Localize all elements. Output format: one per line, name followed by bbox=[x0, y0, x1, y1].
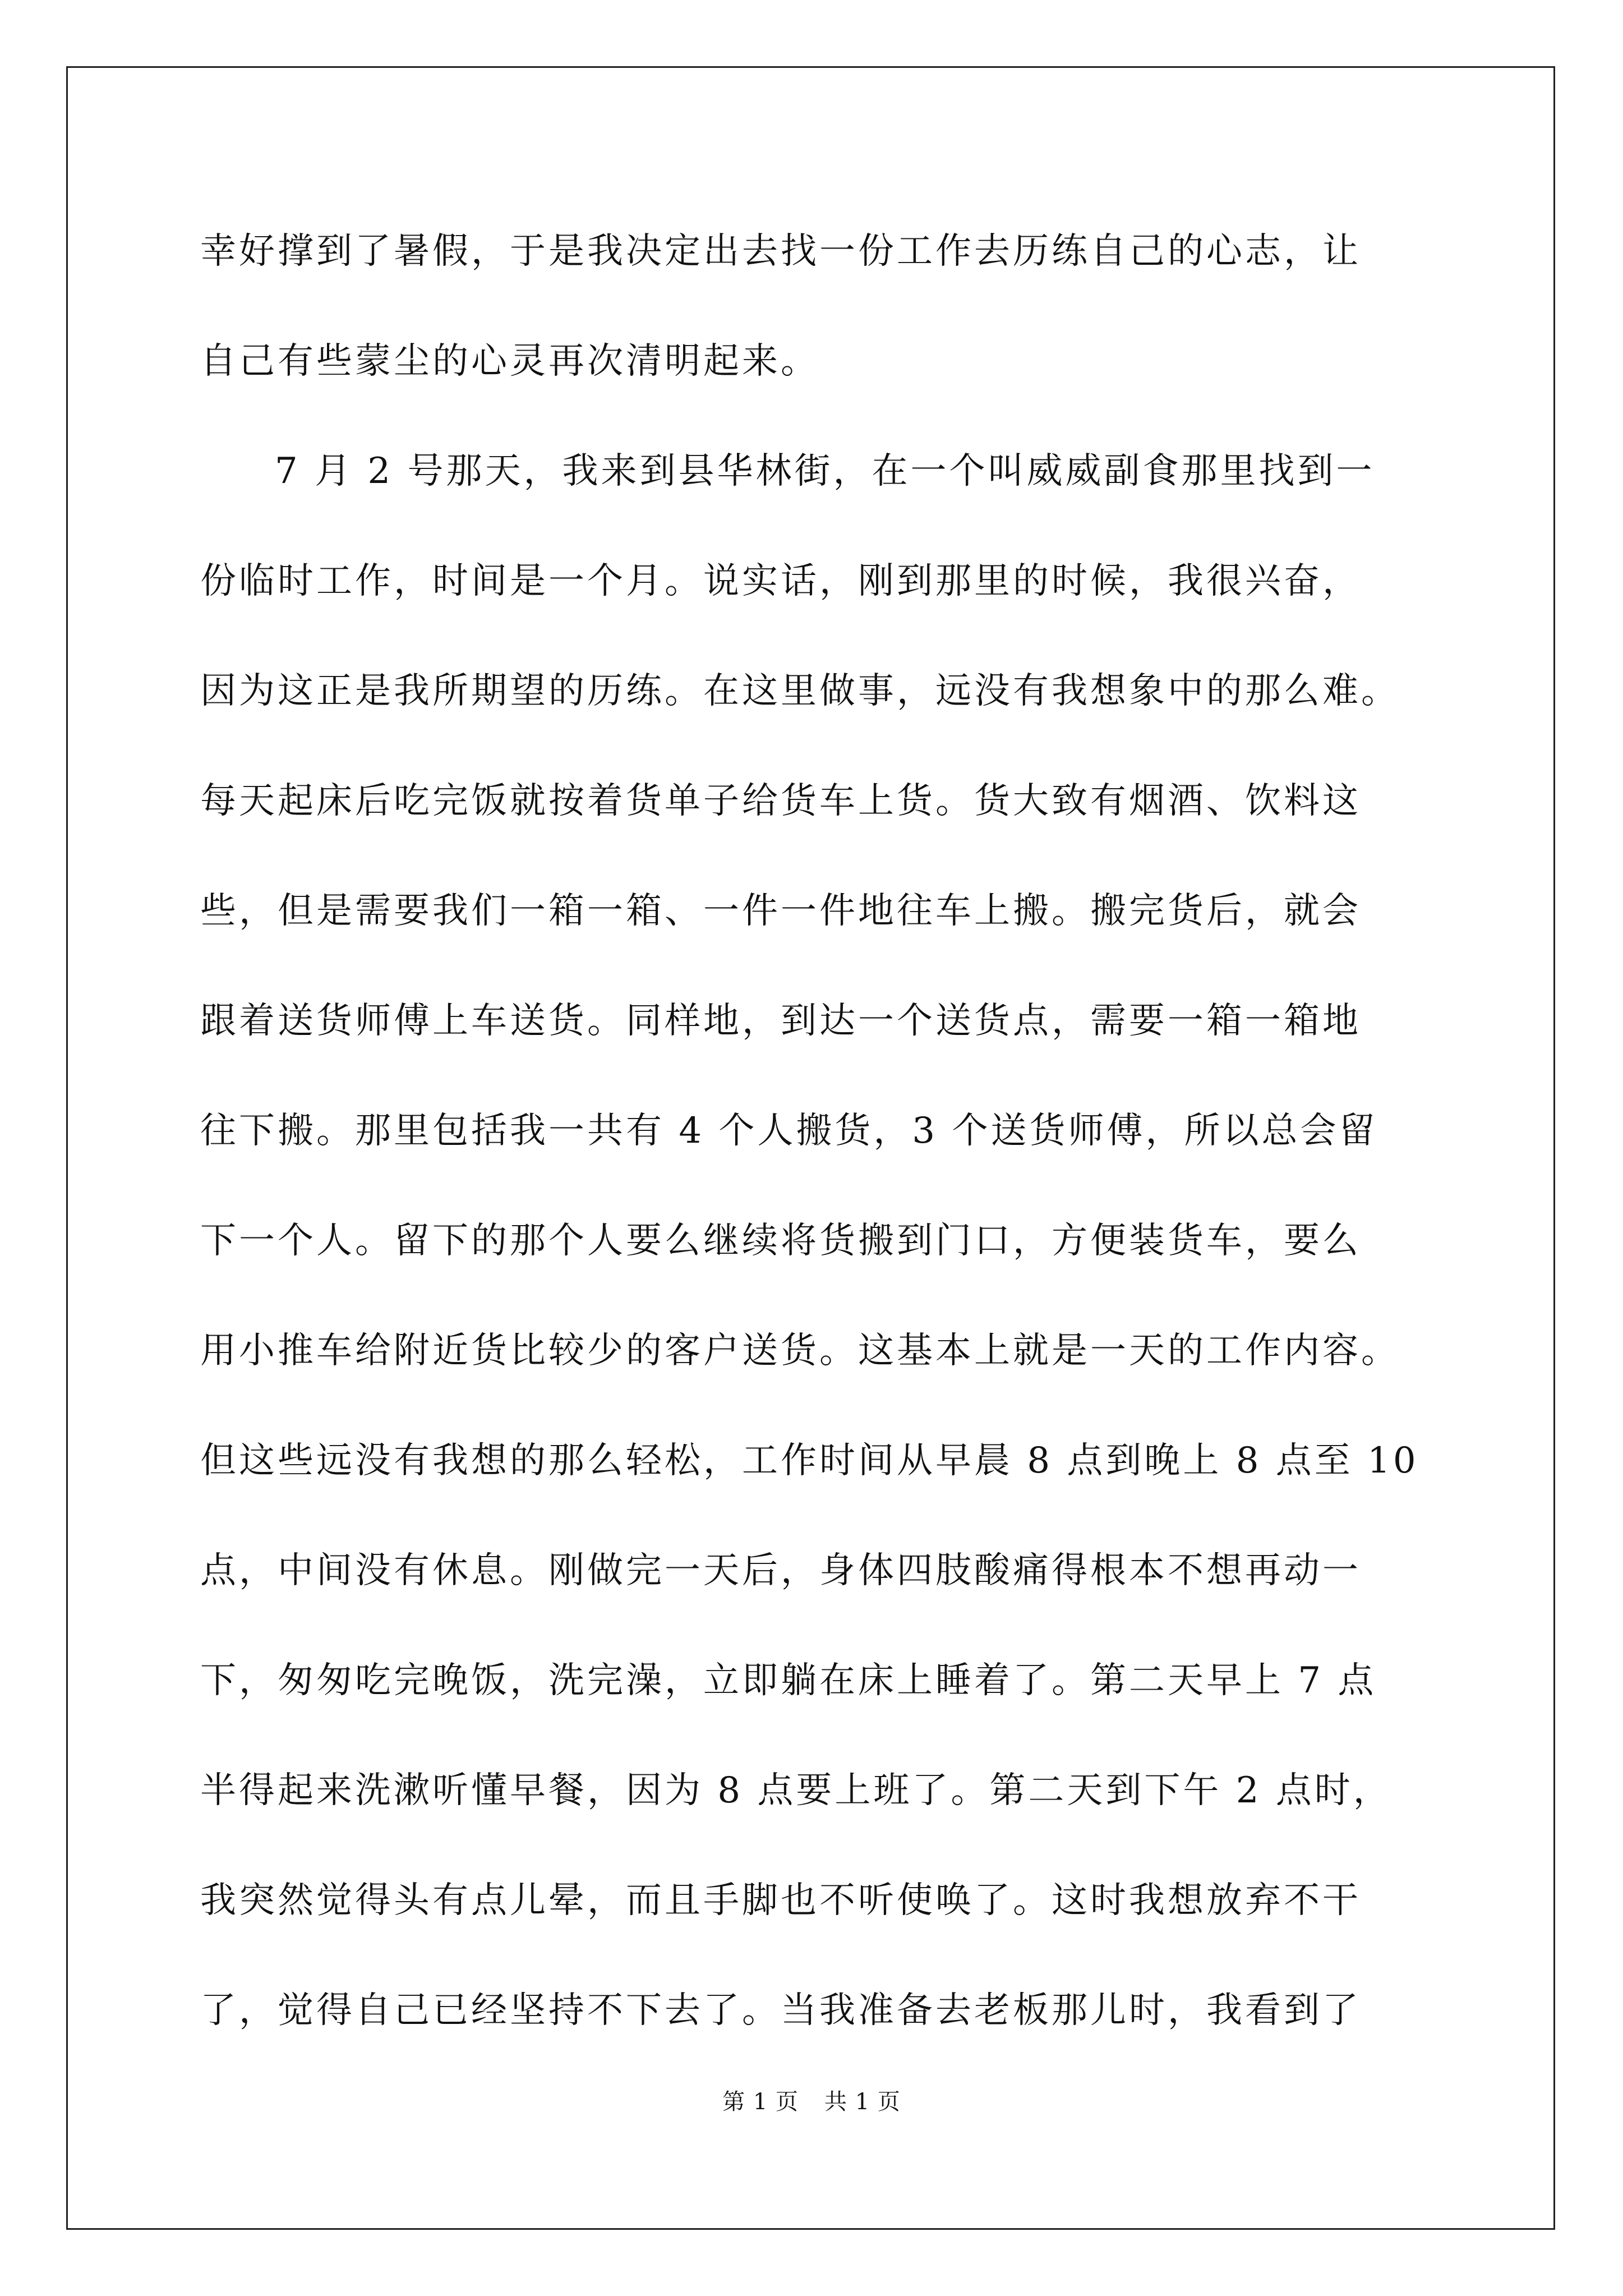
text-line: 我突然觉得头有点儿晕，而且手脚也不听使唤了。这时我想放弃不干 bbox=[200, 1880, 1361, 1921]
text-line: 了，觉得自己已经坚持不下去了。当我准备去老板那儿时，我看到了 bbox=[200, 1990, 1361, 2031]
page-footer bbox=[0, 2084, 1623, 2116]
text-line: 每天起床后吃完饭就按着货单子给货车上货。货大致有烟酒、饮料这 bbox=[200, 780, 1361, 822]
text-line: 用小推车给附近货比较少的客户送货。这基本上就是一天的工作内容。 bbox=[200, 1330, 1400, 1372]
text-line: 半得起来洗漱听懂早餐，因为 8 点要上班了。第二天到下午 2 点时， bbox=[200, 1770, 1392, 1811]
document-body bbox=[200, 210, 1420, 2079]
page-total: 共 1 页 bbox=[824, 2089, 901, 2115]
page-number: 第 1 页 bbox=[722, 2089, 799, 2115]
paragraph-2 bbox=[200, 430, 1420, 2079]
text-line: 份临时工作，时间是一个月。说实话，刚到那里的时候，我很兴奋， bbox=[200, 560, 1361, 602]
text-line: 跟着送货师傅上车送货。同样地，到达一个送货点，需要一箱一箱地 bbox=[200, 1000, 1361, 1042]
text-line: 点，中间没有休息。刚做完一天后，身体四肢酸痛得根本不想再动一 bbox=[200, 1550, 1361, 1591]
text-line: 因为这正是我所期望的历练。在这里做事，远没有我想象中的那么难。 bbox=[200, 670, 1400, 712]
text-line: 下一个人。留下的那个人要么继续将货搬到门口，方便装货车，要么 bbox=[200, 1220, 1361, 1262]
text-line: 幸好撑到了暑假，于是我决定出去找一份工作去历练自己的心志，让 bbox=[200, 231, 1361, 272]
text-line: 但这些远没有我想的那么轻松，工作时间从早晨 8 点到晚上 8 点至 10 bbox=[200, 1440, 1419, 1481]
text-line: 些，但是需要我们一箱一箱、一件一件地往车上搬。搬完货后，就会 bbox=[200, 890, 1361, 932]
text-line: 往下搬。那里包括我一共有 4 个人搬货，3 个送货师傅，所以总会留 bbox=[200, 1110, 1378, 1152]
paragraph-1 bbox=[200, 210, 1420, 430]
text-line: 下，匆匆吃完晚饭，洗完澡，立即躺在床上睡着了。第二天早上 7 点 bbox=[200, 1660, 1377, 1701]
text-line: 自己有些蒙尘的心灵再次清明起来。 bbox=[200, 341, 819, 382]
text-line: 7 月 2 号那天，我来到县华林街，在一个叫威威副食那里找到一 bbox=[275, 450, 1375, 492]
